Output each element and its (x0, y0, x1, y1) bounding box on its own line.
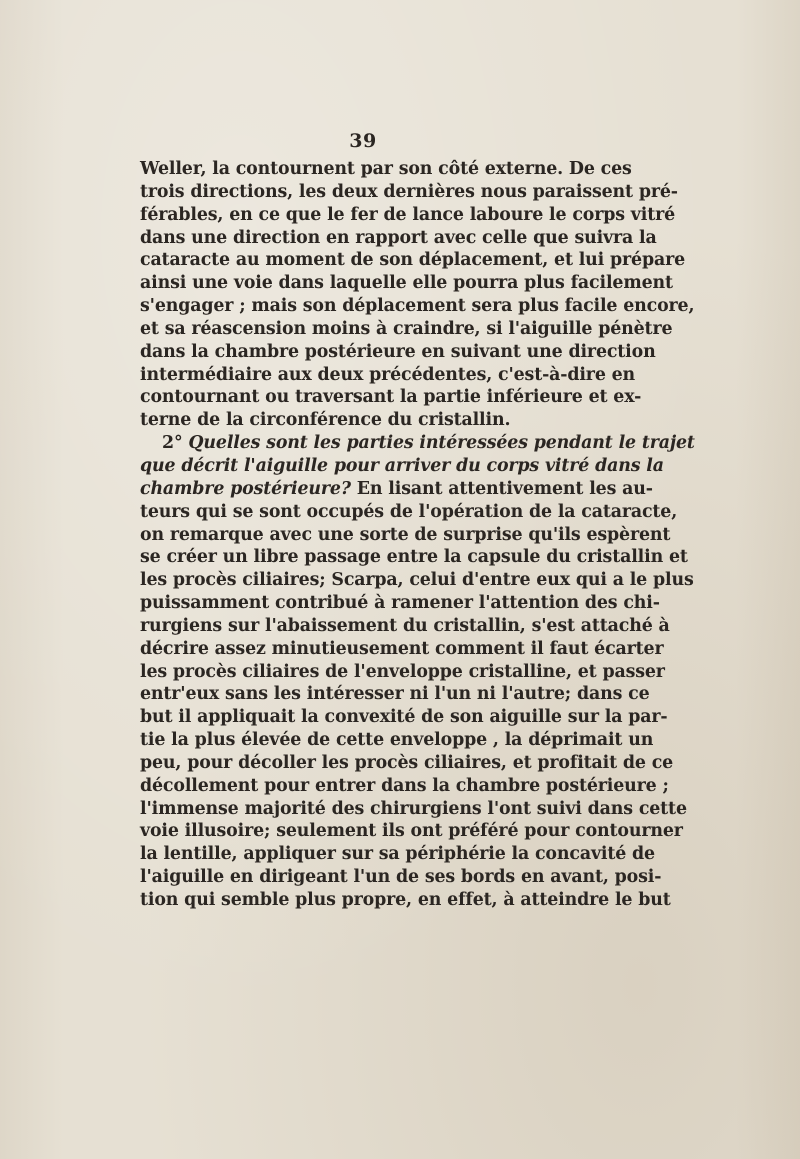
text-line (140, 661, 665, 684)
text-line (140, 249, 686, 272)
text-line (140, 866, 662, 889)
text-span: la lentille, appliquer sur sa périphérie la concavité de (140, 844, 655, 865)
text-line (140, 638, 664, 661)
text-line (140, 524, 671, 547)
text-span: dans une direction en rapport avec celle que suivra la (140, 227, 657, 248)
text-span: décollement pour entrer dans la chambre postérieure ; (140, 775, 669, 796)
text-span: tie la plus élevée de cette enveloppe , la déprimait un (140, 730, 654, 751)
text-line (140, 432, 695, 455)
text-span: trois directions, les deux dernières nous paraissent pré- (140, 181, 678, 202)
text-span: cataracte au moment de son déplacement, et lui prépare (140, 250, 686, 271)
text-span: ainsi une voie dans laquelle elle pourra plus facilement (140, 273, 673, 294)
text-line (140, 843, 655, 866)
text-line (140, 683, 650, 706)
text-span: terne de la circonférence du cristallin. (140, 410, 511, 431)
text-line (140, 592, 660, 615)
text-span: l'aiguille en dirigeant l'un de ses bords en avant, posi- (140, 867, 662, 888)
text-span: dans la chambre postérieure en suivant une direction (140, 341, 656, 362)
text-line (140, 364, 636, 387)
italic-text: chambre postérieure? (140, 478, 351, 499)
text-line (140, 775, 669, 798)
text-span: teurs qui se sont occupés de l'opération de la cataracte, (140, 501, 678, 522)
text-span: les procès ciliaires; Scarpa, celui d'entre eux qui a le plus (140, 570, 694, 591)
text-line (140, 889, 671, 912)
text-span: puissamment contribué à ramener l'attention des chi- (140, 593, 660, 614)
text-span: but il appliquait la convexité de son aiguille sur la par- (140, 707, 668, 728)
text-span: l'immense majorité des chirurgiens l'ont suivi dans cette (140, 798, 687, 819)
text-line (140, 615, 670, 638)
body-text (140, 158, 695, 912)
text-line (140, 386, 642, 409)
text-line (140, 318, 673, 341)
text-line (140, 409, 586, 432)
text-span: et sa réascension moins à craindre, si l'aiguille pénètre (140, 318, 673, 339)
text-span: rurgiens sur l'abaissement du cristallin, s'est attaché à (140, 615, 670, 636)
text-line (140, 798, 687, 821)
text-span: décrire assez minutieusement comment il faut écarter (140, 638, 664, 659)
text-line (140, 569, 694, 592)
text-line (140, 501, 678, 524)
text-span: Weller, la contournent par son côté externe. De ces (140, 159, 632, 179)
text-line (140, 204, 676, 227)
text-line (140, 295, 695, 318)
text-span: s'engager ; mais son déplacement sera plus facile encore, (140, 296, 695, 317)
text-span: contournant ou traversant la partie inférieure et ex- (140, 387, 642, 408)
text-line (140, 455, 664, 478)
text-span: voie illusoire; seulement ils ont préféré pour contourner (140, 821, 683, 842)
page-number: 39 (349, 130, 377, 152)
italic-text: Quelles sont les parties intéressées pendant le trajet (188, 433, 695, 454)
text-span: peu, pour décoller les procès ciliaires, et profitait de ce (140, 752, 674, 773)
text-line (140, 706, 668, 729)
text-span: En lisant attentivement les au- (350, 478, 653, 499)
text-span: se créer un libre passage entre la capsule du cristallin et (140, 547, 688, 568)
text-span: tion qui semble plus propre, en effet, à atteindre le but (140, 890, 671, 910)
text-span: les procès ciliaires de l'enveloppe cristalline, et passer (140, 661, 665, 682)
text-line (140, 546, 688, 569)
text-span: entr'eux sans les intéresser ni l'un ni l'autre; dans ce (140, 684, 650, 705)
text-line (140, 227, 657, 250)
text-line (140, 729, 654, 752)
text-line (140, 752, 674, 775)
text-line (140, 478, 653, 501)
text-span: férables, en ce que le fer de lance laboure le corps vitré (140, 204, 676, 225)
text-span: intermédiaire aux deux précédentes, c'est-à-dire en (140, 364, 636, 385)
text-line (140, 158, 632, 181)
text-line (140, 341, 656, 364)
italic-text: que décrit l'aiguille pour arriver du corps vitré dans la (140, 455, 664, 476)
text-line (140, 181, 678, 204)
text-line (140, 272, 673, 295)
text-span: 2° (162, 433, 189, 454)
text-line (140, 820, 683, 843)
text-span: on remarque avec une sorte de surprise qu'ils espèrent (140, 524, 671, 545)
